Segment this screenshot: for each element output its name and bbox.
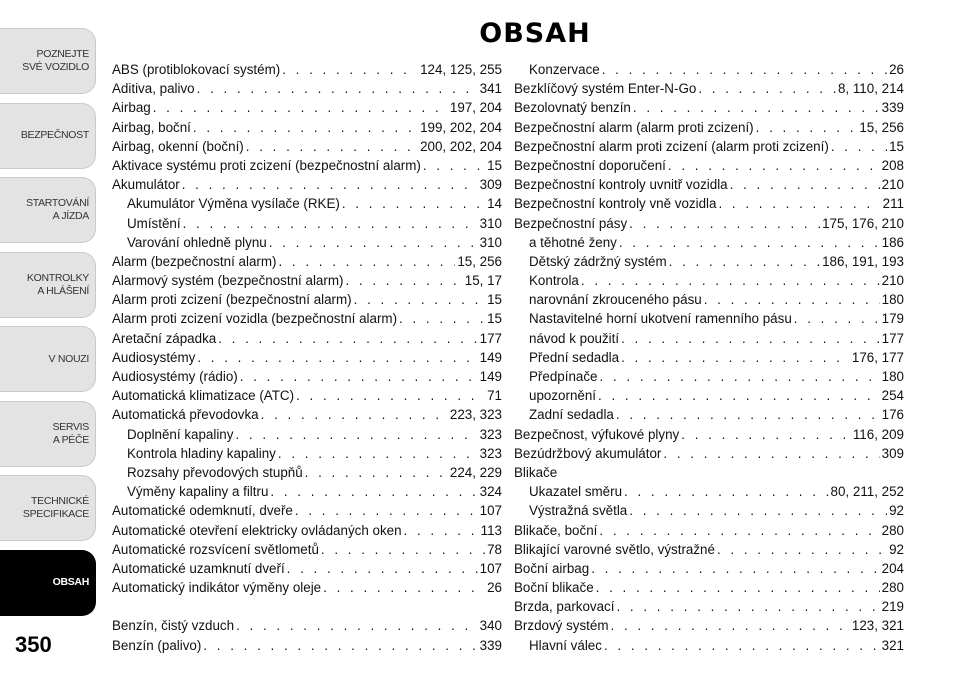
dot-leader [611,616,850,635]
page-number: 350 [15,632,52,657]
entry-pages[interactable]: 175, 176, 210 [822,215,904,231]
entry-term: Zadní sedadla [529,407,614,423]
entry-term: návod k použití [529,330,620,346]
entry-pages[interactable]: 186, 191, 193 [822,253,904,269]
index-entry [514,559,904,578]
entry-pages[interactable]: 321 [881,637,904,653]
dot-leader [598,386,880,405]
entry-term: Předpínače [529,369,598,384]
index-entry [514,156,904,175]
index-entry [514,616,904,635]
dot-leader [602,60,887,79]
index-entry [514,290,904,309]
entry-pages[interactable]: 197, 204 [449,100,502,116]
dot-leader [423,156,485,175]
entry-term: a těhotné ženy [529,234,617,250]
index-entry [514,521,904,540]
entry-term: Benzín (palivo) [112,637,202,653]
dot-leader [295,501,478,520]
index-entry [112,616,502,635]
dot-leader [756,118,858,137]
index-entry [514,252,904,271]
chapter-tabs [0,28,97,626]
dot-leader [669,252,820,271]
dot-leader [581,271,880,290]
index-entry [514,233,904,252]
dot-leader [663,444,879,463]
index-entry [514,444,904,463]
entry-pages[interactable]: 92 [889,503,904,519]
index-entry [514,540,904,559]
dot-leader [305,463,448,482]
index-entry [112,309,502,328]
entry-pages[interactable]: 15, 17 [464,273,502,289]
dot-leader [183,214,478,233]
index-entry [112,636,502,655]
entry-term: Bezpečnostní alarm proti zcizení (alarm proti zcizení) [514,138,829,154]
dot-leader [282,60,418,79]
entry-pages[interactable]: 92 [889,541,904,557]
entry-term: Bezpečnostní kontroly vně vozidla [514,196,717,212]
entry-pages[interactable]: 26 [889,62,904,77]
index-entry [514,425,904,444]
entry-term: Benzín, čistý vzduch [112,618,235,634]
entry-pages[interactable]: 324 [479,484,502,500]
chapter-tab[interactable]: TECHNICKÉ SPECIFIKACE [0,475,96,541]
dot-leader [203,636,477,655]
entry-term: Blikače, boční [514,522,598,538]
entry-term: Automatická převodovka [112,407,259,423]
dot-leader [270,482,477,501]
index-entry [112,425,502,444]
entry-term: Ukazatel směru [529,484,623,500]
index-entry [514,367,904,386]
entry-pages[interactable]: 71 [487,388,502,404]
index-entry [112,233,502,252]
index-entry [112,444,502,463]
index-entry [514,501,904,520]
entry-term: Automatické rozsvícení světlometů [112,541,319,557]
dot-leader [616,405,880,424]
entry-term: Varování ohledně plynu [127,234,267,250]
index-entry [112,540,502,559]
index-entry [112,521,502,540]
dot-leader [629,501,887,520]
entry-term: Bezpečnostní doporučení [514,157,666,173]
entry-term: Bezpečnostní pásy [514,215,628,231]
entry-term: Akumulátor [112,177,180,193]
index-entry [112,214,502,233]
entry-term: Kontrola [529,273,579,289]
entry-term: Airbag, okenní (boční) [112,138,244,154]
index-entry [112,367,502,386]
entry-pages[interactable]: 113 [480,522,502,538]
dot-leader [599,521,879,540]
entry-pages[interactable]: 310 [479,234,502,250]
dot-leader [278,252,455,271]
entry-pages[interactable]: 340 [479,618,502,634]
entry-pages[interactable]: 15, 256 [859,119,904,135]
index-entry [514,79,904,98]
entry-pages[interactable]: 176, 177 [851,349,904,365]
entry-pages[interactable]: 180 [881,292,904,308]
dot-leader [717,540,887,559]
entry-term: Bezklíčový systém Enter-N-Go [514,81,697,97]
entry-term: narovnání zkrouceného pásu [529,292,702,308]
entry-pages[interactable]: 186 [881,234,904,250]
entry-term: Aretační západka [112,330,217,346]
dot-leader [619,233,880,252]
dot-leader [399,309,485,328]
dot-leader [296,386,485,405]
dot-leader [633,98,880,117]
index-entry [112,348,502,367]
entry-term: Automatická klimatizace (ATC) [112,388,295,404]
entry-pages[interactable]: 26 [487,580,502,596]
dot-leader [342,194,485,213]
dot-leader [831,137,887,156]
index-entry [514,329,904,348]
entry-pages[interactable]: 15 [889,138,904,154]
index-entry [112,137,502,156]
index-entry [514,636,904,655]
entry-term: Hlavní válec [529,637,602,653]
dot-leader [616,597,879,616]
entry-term: Brzda, parkovací [514,599,615,615]
entry-pages[interactable]: 323 [479,445,502,461]
index-entry [514,405,904,424]
entry-term: Boční airbag [514,560,590,576]
entry-pages[interactable]: 310 [479,215,502,231]
entry-term: ABS (protiblokovací systém) [112,62,281,77]
index-entry [112,482,502,501]
index-entry [112,79,502,98]
page-title: OBSAH [479,18,591,49]
entry-term: Alarmový systém (bezpečnostní alarm) [112,273,344,289]
entry-pages[interactable]: 176 [881,407,904,423]
entry-term: Doplnění kapaliny [127,426,234,442]
index-entry [112,386,502,405]
entry-pages[interactable]: 123, 321 [851,618,904,634]
entry-term: Přední sedadla [529,349,620,365]
dot-leader [591,559,879,578]
entry-pages[interactable]: 149 [479,349,502,365]
entry-pages[interactable]: 223, 323 [449,407,502,423]
entry-term: Nastavitelné horní ukotvení ramenního pásu [529,311,792,327]
entry-term: Výměny kapaliny a filtru [127,484,269,500]
entry-pages[interactable]: 78 [487,541,502,557]
entry-pages[interactable]: 124, 125, 255 [420,62,502,77]
index-entry [514,175,904,194]
dot-leader [321,540,485,559]
dot-leader [668,156,880,175]
dot-leader [269,233,478,252]
index-entry [514,386,904,405]
index-entry [514,597,904,616]
dot-leader [235,425,477,444]
entry-pages[interactable]: 149 [479,369,502,384]
entry-pages[interactable]: 211 [882,196,904,212]
dot-leader [718,194,880,213]
dot-leader [193,118,418,137]
entry-term: Rozsahy převodových stupňů [127,464,303,480]
entry-term: Boční blikače [514,580,594,596]
entry-pages[interactable]: 180 [881,369,904,384]
index-entry [514,118,904,137]
dot-leader [596,578,880,597]
index-entry [112,290,502,309]
entry-pages[interactable]: 200, 202, 204 [420,138,502,154]
dot-leader [197,79,478,98]
dot-leader [704,290,880,309]
index-entry [514,482,904,501]
entry-pages[interactable]: 177 [881,330,904,346]
entry-term: Alarm proti zcizení (bezpečnostní alarm) [112,292,352,308]
dot-leader [698,79,836,98]
entry-pages[interactable]: 116, 209 [852,426,904,442]
index-entry [514,578,904,597]
chapter-tab[interactable]: BEZPEČNOST [0,103,96,169]
entry-term: Automatické odemknutí, dveře [112,503,293,519]
entry-pages[interactable]: 8, 110, 214 [837,81,904,97]
entry-term: Audiosystémy (rádio) [112,369,238,384]
dot-leader [246,137,418,156]
index-entry [112,252,502,271]
index-entry [112,194,502,213]
entry-term: Kontrola hladiny kapaliny [127,445,276,461]
dot-leader [604,636,880,655]
index-entry [514,309,904,328]
dot-leader [794,309,880,328]
entry-term: Blikače [514,464,558,480]
entry-term: Akumulátor Výměna vysílače (RKE) [127,196,340,212]
index-entry [112,463,502,482]
dot-leader [236,616,478,635]
entry-term: Výstražná světla [529,503,628,519]
chapter-tab[interactable]: KONTROLKY A HLÁŠENÍ [0,252,96,318]
entry-pages[interactable]: 309 [881,445,904,461]
index-entry [112,501,502,520]
index-column-left [112,60,502,655]
entry-pages[interactable]: 210 [881,177,904,193]
dot-leader [404,521,479,540]
entry-pages[interactable]: 179 [881,311,904,327]
entry-pages[interactable]: 210 [881,273,904,289]
dot-leader [730,175,880,194]
entry-term: Bezúdržbový akumulátor [514,445,662,461]
dot-leader [182,175,478,194]
entry-pages[interactable]: 219 [881,599,904,615]
dot-leader [240,367,478,386]
entry-pages[interactable]: 80, 211, 252 [830,484,904,500]
dot-leader [153,98,448,117]
entry-pages[interactable]: 339 [881,100,904,116]
entry-pages[interactable]: 309 [479,177,502,193]
index-entry [514,60,904,79]
index-entry [112,578,502,597]
entry-pages[interactable]: 15 [487,311,502,327]
index-entry [514,194,904,213]
entry-term: Blikající varovné světlo, výstražné [514,541,715,557]
entry-pages[interactable]: 280 [881,522,904,538]
entry-term: Aditiva, palivo [112,81,195,97]
index-entry [514,137,904,156]
index-entry [112,175,502,194]
entry-term: Dětský zádržný systém [529,253,667,269]
dot-leader [287,559,478,578]
entry-pages[interactable]: 107 [479,560,502,576]
entry-term: Automatické uzamknutí dveří [112,560,285,576]
dot-leader [323,578,485,597]
entry-term: Automatický indikátor výměny oleje [112,580,322,596]
index-entry [112,559,502,578]
entry-term: Bezpečnost, výfukové plyny [514,426,680,442]
chapter-tab[interactable]: POZNEJTE SVÉ VOZIDLO [0,28,96,94]
dot-leader [621,348,850,367]
entry-pages[interactable]: 107 [479,503,502,519]
dot-leader [624,482,829,501]
dot-leader [345,271,462,290]
index-column-right [514,60,904,655]
entry-term: Bezpečnostní kontroly uvnitř vozidla [514,177,728,193]
entry-pages[interactable]: 224, 229 [449,464,502,480]
entry-pages[interactable]: 15, 256 [457,253,502,269]
dot-leader [600,367,880,386]
entry-pages[interactable]: 177 [479,330,502,346]
dot-leader [681,425,851,444]
dot-leader [621,329,880,348]
index-entry [514,98,904,117]
index-entry [112,156,502,175]
entry-pages[interactable]: 280 [881,580,904,596]
entry-term: Bezolovnatý benzín [514,100,631,116]
chapter-tab[interactable]: V NOUZI [0,326,96,392]
entry-term: Airbag [112,100,151,116]
entry-term: upozornění [529,388,597,404]
index-entry [112,98,502,117]
dot-leader [354,290,485,309]
dot-leader [197,348,477,367]
dot-leader [629,214,820,233]
entry-term: Automatické otevření elektricky ovládaných oken [112,522,402,538]
dot-leader [278,444,478,463]
index-entry [112,329,502,348]
entry-pages[interactable]: 323 [479,426,502,442]
entry-term: Umístění [127,215,181,231]
entry-term: Alarm (bezpečnostní alarm) [112,253,277,269]
entry-term: Audiosystémy [112,349,196,365]
entry-pages[interactable]: 15 [487,157,502,173]
entry-term: Bezpečnostní alarm (alarm proti zcizení) [514,119,754,135]
index-entry [112,405,502,424]
index-entry [112,271,502,290]
chapter-tab[interactable]: STARTOVÁNÍ A JÍZDA [0,177,96,243]
entry-pages[interactable]: 208 [881,157,904,173]
index-entry [112,60,502,79]
index-entry [514,348,904,367]
entry-pages[interactable]: 199, 202, 204 [420,119,502,135]
entry-term: Konzervace [529,62,600,77]
entry-pages[interactable]: 254 [881,388,904,404]
entry-term: Aktivace systému proti zcizení (bezpečnostní alarm) [112,157,421,173]
dot-leader [218,329,477,348]
entry-pages[interactable]: 341 [479,81,502,97]
chapter-tab[interactable]: SERVIS A PÉČE [0,401,96,467]
entry-term: Brzdový systém [514,618,609,634]
entry-pages[interactable]: 15 [487,292,502,308]
entry-pages[interactable]: 204 [881,560,904,576]
entry-pages[interactable]: 14 [487,196,502,212]
entry-pages[interactable]: 339 [479,637,502,653]
index-entry [112,118,502,137]
entry-term: Airbag, boční [112,119,191,135]
index-entry [514,271,904,290]
index-entry [514,463,904,482]
dot-leader [261,405,448,424]
entry-term: Alarm proti zcizení vozidla (bezpečnostní alarm) [112,311,398,327]
index-entry [514,214,904,233]
chapter-tab[interactable]: OBSAH [0,550,96,616]
